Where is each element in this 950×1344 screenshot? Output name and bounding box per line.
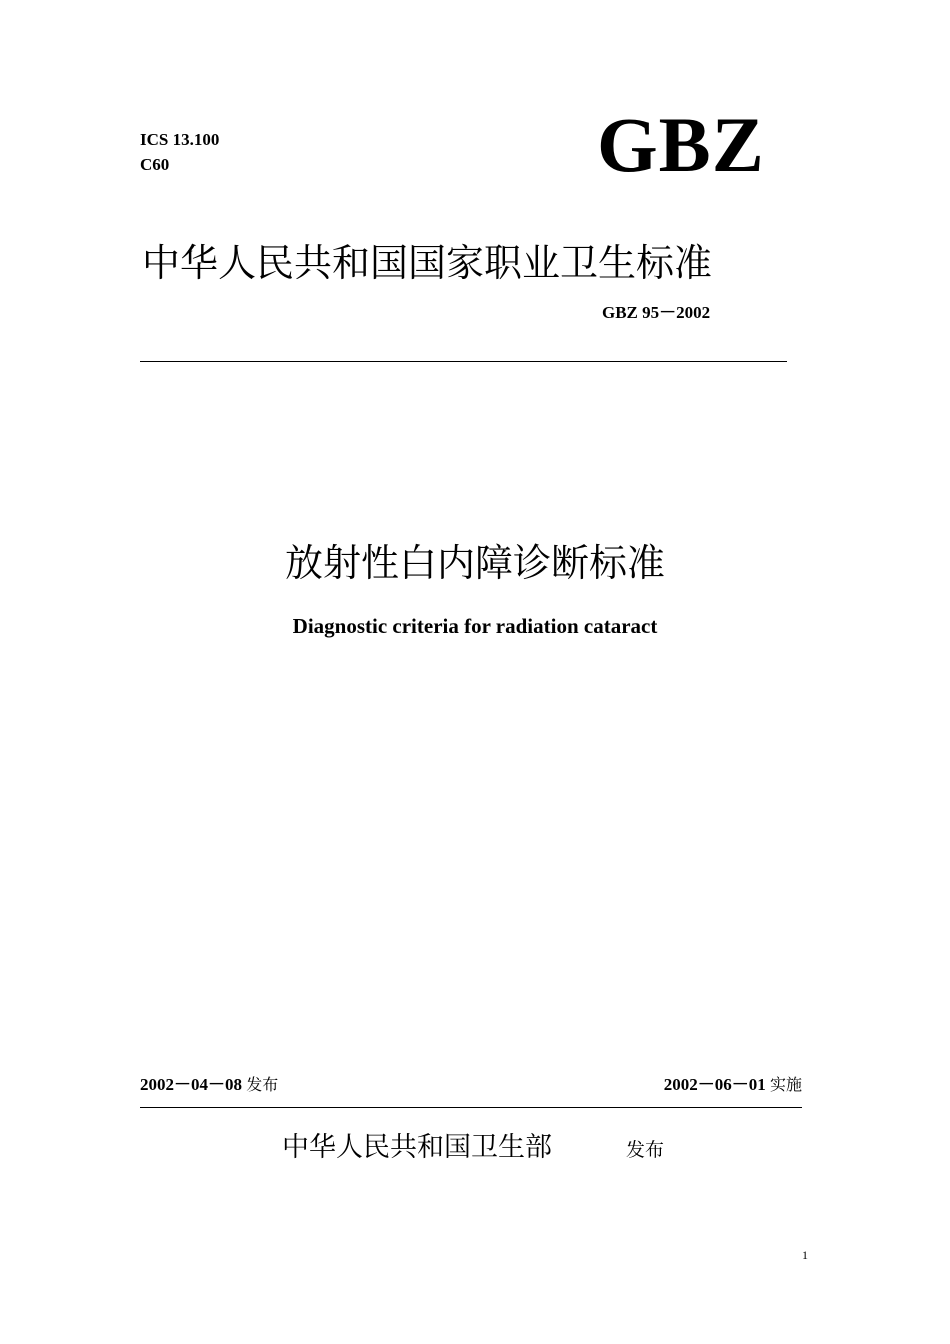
implementation-label: 实施 <box>769 1075 802 1094</box>
header-divider <box>140 361 787 362</box>
issuer-name: 中华人民共和国卫生部 <box>282 1132 552 1163</box>
classification-code: C60 <box>140 155 170 174</box>
issuer-action: 发布 <box>626 1139 665 1161</box>
issue-date-line <box>140 1074 278 1096</box>
implementation-date: 2002－06－01 <box>663 1075 766 1094</box>
document-title-chinese: 放射性白内障诊断标准 <box>284 541 665 585</box>
gbz-logo: GBZ <box>597 101 765 188</box>
document-title-english: Diagnostic criteria for radiation cataract <box>292 614 658 638</box>
ics-code: ICS 13.100 <box>140 130 220 149</box>
footer-divider <box>140 1107 802 1108</box>
implementation-date-line <box>664 1074 802 1096</box>
standard-number: GBZ 95－2002 <box>602 303 711 322</box>
standard-category: 中华人民共和国国家职业卫生标准 <box>142 241 713 285</box>
issue-label: 发布 <box>246 1075 279 1094</box>
issue-date: 2002－04－08 <box>140 1075 242 1094</box>
page-number: 1 <box>802 1248 808 1262</box>
